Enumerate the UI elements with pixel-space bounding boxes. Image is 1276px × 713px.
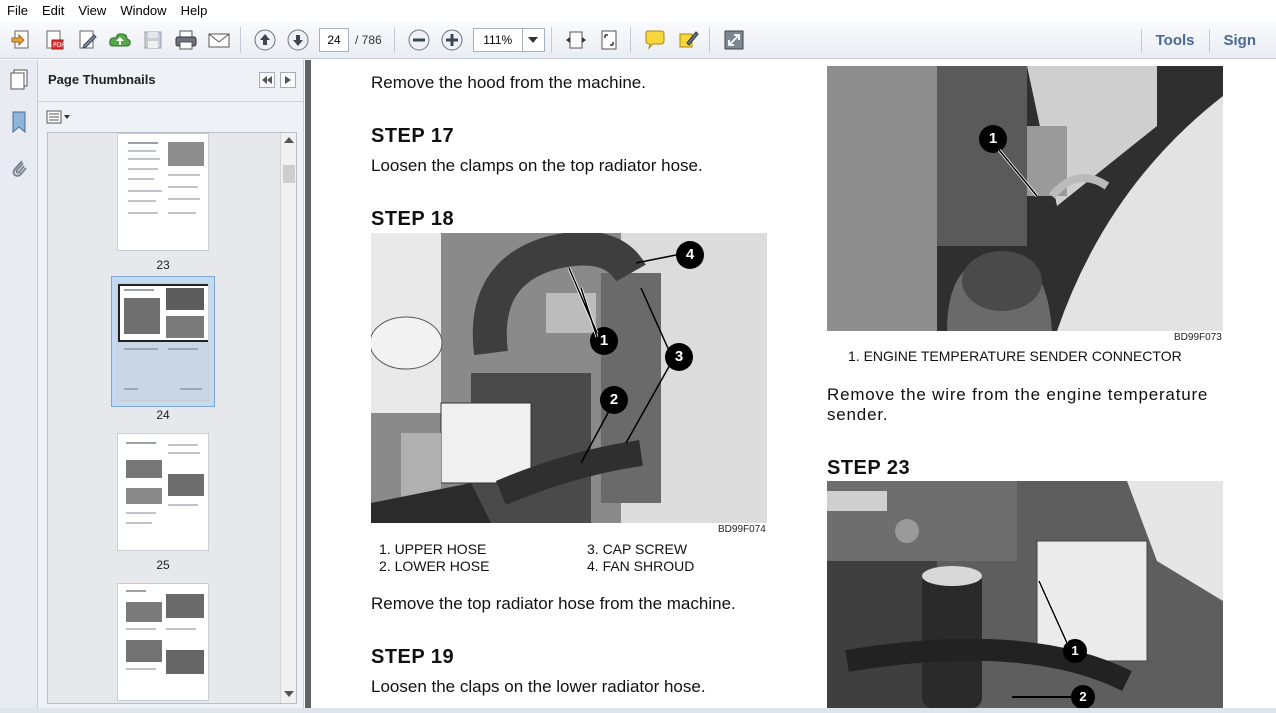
figure-code: BD99F073 (1174, 332, 1222, 343)
zoom-in-icon[interactable] (437, 25, 467, 55)
thumbnail-scrollbar[interactable] (280, 133, 296, 703)
menu-window[interactable]: Window (120, 3, 167, 18)
remove-wire-text-line2: sender. (827, 405, 889, 424)
create-pdf-icon[interactable] (6, 25, 36, 55)
callout-4: 4 (676, 241, 704, 269)
thumbnail-list[interactable] (47, 132, 297, 704)
collapse-panel-icon[interactable] (259, 72, 275, 88)
thumbnail-label: 25 (156, 558, 170, 572)
page-thumbnail[interactable] (117, 133, 209, 251)
scroll-down-icon[interactable] (284, 691, 294, 697)
highlight-icon[interactable] (673, 25, 703, 55)
scrollbar-thumb[interactable] (283, 165, 295, 183)
step-23-heading: STEP 23 (827, 457, 911, 479)
step-18-heading: STEP 18 (371, 208, 455, 230)
remove-wire-text-line1: Remove the wire from the engine temperature (827, 385, 1209, 404)
remove-hose-text: Remove the top radiator hose from the machine. (371, 594, 736, 613)
zoom-select[interactable] (473, 28, 545, 52)
toolbar-separator (709, 27, 710, 53)
panel-header (38, 60, 304, 102)
page-thumbnail-current[interactable] (117, 283, 209, 401)
fit-page-icon[interactable] (594, 25, 624, 55)
callout-2: 2 (1071, 685, 1095, 708)
sign-button[interactable]: Sign (1223, 32, 1256, 49)
page-thumbnails-icon[interactable] (5, 66, 33, 94)
legend-upper-hose: 1. UPPER HOSE (379, 541, 487, 557)
page-total-label: / 786 (355, 33, 382, 47)
legend-cap-screw: 3. CAP SCREW (587, 541, 688, 557)
bookmarks-icon[interactable] (5, 108, 33, 136)
menu-bar (0, 0, 1276, 22)
scroll-up-icon[interactable] (284, 137, 294, 143)
page-number-input[interactable]: 24 (319, 28, 349, 52)
step-19-heading: STEP 19 (371, 646, 455, 668)
menu-edit[interactable]: Edit (41, 3, 65, 18)
menu-file[interactable]: File (7, 3, 28, 18)
step-17-text: Loosen the clamps on the top radiator hose. (371, 156, 703, 175)
pdf-page (311, 60, 1276, 708)
email-icon[interactable] (204, 25, 234, 55)
figure-code: BD99F074 (718, 524, 766, 535)
temperature-sender-photo (827, 66, 1223, 331)
upload-cloud-icon[interactable] (105, 25, 135, 55)
thumbnail-label: 24 (156, 408, 170, 422)
radiator-hose-photo (371, 233, 767, 523)
page-up-icon[interactable] (250, 25, 280, 55)
toolbar-right (1141, 22, 1276, 59)
menu-view[interactable]: View (78, 3, 107, 18)
main-toolbar (0, 22, 1276, 59)
toolbar-separator (394, 27, 395, 53)
chevron-down-icon[interactable] (522, 29, 544, 51)
thumbnail-label: 23 (156, 258, 170, 272)
callout-1: 1 (979, 125, 1007, 153)
callout-1: 1 (1063, 639, 1087, 663)
page-thumbnail[interactable] (117, 433, 209, 551)
intro-text: Remove the hood from the machine. (371, 73, 646, 92)
legend-fan-shroud: 4. FAN SHROUD (587, 558, 695, 574)
status-bar (0, 708, 1276, 713)
toolbar-separator (551, 27, 552, 53)
save-icon[interactable] (138, 25, 168, 55)
zoom-value[interactable]: 111% (483, 33, 513, 47)
page-thumbnails-panel (38, 60, 304, 708)
svg-text:PDF: PDF (53, 42, 65, 49)
panel-title: Page Thumbnails (48, 72, 156, 87)
thumbnail-options-button[interactable] (46, 108, 72, 126)
expand-panel-icon[interactable] (280, 72, 296, 88)
tools-button[interactable]: Tools (1155, 32, 1195, 49)
fullscreen-icon[interactable] (719, 25, 749, 55)
print-icon[interactable] (171, 25, 201, 55)
callout-3: 3 (665, 343, 693, 371)
navigation-rail (0, 60, 38, 708)
toolbar-separator (240, 27, 241, 53)
comment-icon[interactable] (640, 25, 670, 55)
step-19-text: Loosen the claps on the lower radiator hose. (371, 677, 706, 696)
engine-sensor-photo (827, 481, 1223, 708)
zoom-out-icon[interactable] (404, 25, 434, 55)
export-pdf-icon[interactable] (39, 25, 69, 55)
page-thumbnail[interactable] (117, 583, 209, 701)
edit-pdf-icon[interactable] (72, 25, 102, 55)
fit-width-icon[interactable] (561, 25, 591, 55)
document-view[interactable] (305, 60, 1276, 708)
attachments-icon[interactable] (5, 154, 33, 182)
figure-caption: 1. ENGINE TEMPERATURE SENDER CONNECTOR (848, 348, 1182, 364)
toolbar-separator (630, 27, 631, 53)
page-down-icon[interactable] (283, 25, 313, 55)
step-17-heading: STEP 17 (371, 125, 455, 147)
callout-2: 2 (600, 386, 628, 414)
menu-help[interactable]: Help (180, 3, 208, 18)
legend-lower-hose: 2. LOWER HOSE (379, 558, 490, 574)
callout-1: 1 (590, 327, 618, 355)
